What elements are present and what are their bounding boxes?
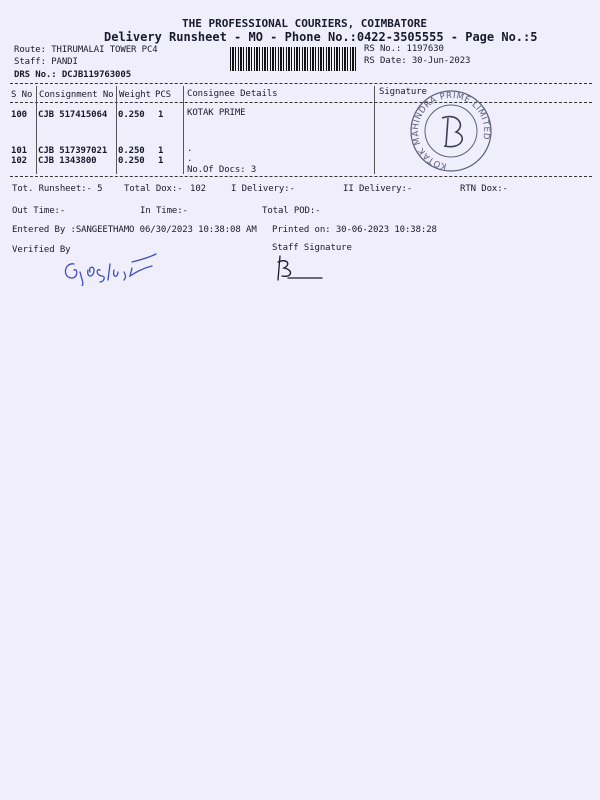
no-of-docs: No.Of Docs: 3 (187, 165, 257, 175)
table-row-consignment: CJB 1343800 (38, 156, 97, 166)
col-header-signature: Signature (379, 87, 427, 97)
staff-label: Staff: PANDI (14, 57, 78, 67)
table-row-consignment: CJB 517415064 (38, 110, 108, 120)
barcode (230, 47, 356, 71)
col-divider (183, 86, 184, 174)
table-bottom-rule (10, 176, 592, 177)
total-runsheet: Tot. Runsheet:- 5 (12, 184, 103, 194)
route-label: Route: THIRUMALAI TOWER PC4 (14, 45, 158, 55)
stamp-text: KOTAK MAHINDRA PRIME LIMITED (410, 90, 492, 171)
col-header-sno: S No (11, 90, 33, 100)
table-row-weight: 0.250 (118, 146, 145, 156)
runsheet-title: Delivery Runsheet - MO - Phone No.:0422-3505555 - Page No.:5 (104, 30, 538, 44)
total-pod: Total POD:- (262, 206, 321, 216)
col-header-consignee: Consignee Details (187, 89, 278, 99)
staff-signature-label: Staff Signature (272, 243, 352, 253)
printed-on: Printed on: 30-06-2023 10:38:28 (272, 225, 437, 235)
table-row-pcs: 1 (158, 110, 164, 120)
i-delivery: I Delivery:- (231, 184, 295, 194)
table-header-rule (10, 102, 592, 103)
table-row-consignment: CJB 517397021 (38, 146, 108, 156)
rs-number: RS No.: 1197630 (364, 44, 444, 54)
total-dox-value: 102 (190, 184, 206, 194)
ii-delivery: II Delivery:- (343, 184, 413, 194)
table-row-consignee: KOTAK PRIME (187, 108, 246, 118)
table-row-weight: 0.250 (118, 110, 145, 120)
col-header-weight: Weight (119, 90, 151, 100)
in-time: In Time:- (140, 206, 188, 216)
table-row-pcs: 1 (158, 156, 164, 166)
total-dox-label: Total Dox:- (124, 184, 183, 194)
table-row-pcs: 1 (158, 146, 164, 156)
table-row-sno: 101 (11, 146, 27, 156)
staff-signature (272, 252, 332, 282)
drs-number: DRS No.: DCJB119763005 (14, 70, 132, 80)
col-divider (374, 86, 375, 174)
table-row-sno: 100 (11, 110, 27, 120)
table-row-sno: 102 (11, 156, 27, 166)
verifier-signature (60, 250, 165, 286)
col-header-consignment: Consignment No (39, 90, 114, 100)
table-top-rule (10, 83, 592, 84)
out-time: Out Time:- (12, 206, 66, 216)
rs-date: RS Date: 30-Jun-2023 (364, 56, 471, 66)
col-divider (116, 86, 117, 174)
table-row-consignee: . (187, 154, 193, 164)
col-header-pcs: PCS (155, 90, 171, 100)
company-name: THE PROFESSIONAL COURIERS, COIMBATORE (182, 17, 428, 30)
col-divider (36, 86, 37, 174)
table-row-consignee: . (187, 144, 193, 154)
verified-by-label: Verified By (12, 245, 71, 255)
entered-by: Entered By :SANGEETHAMO 06/30/2023 10:38:08 AM (12, 225, 257, 235)
table-row-weight: 0.250 (118, 156, 145, 166)
company-stamp (406, 88, 496, 174)
rtn-dox: RTN Dox:- (460, 184, 508, 194)
